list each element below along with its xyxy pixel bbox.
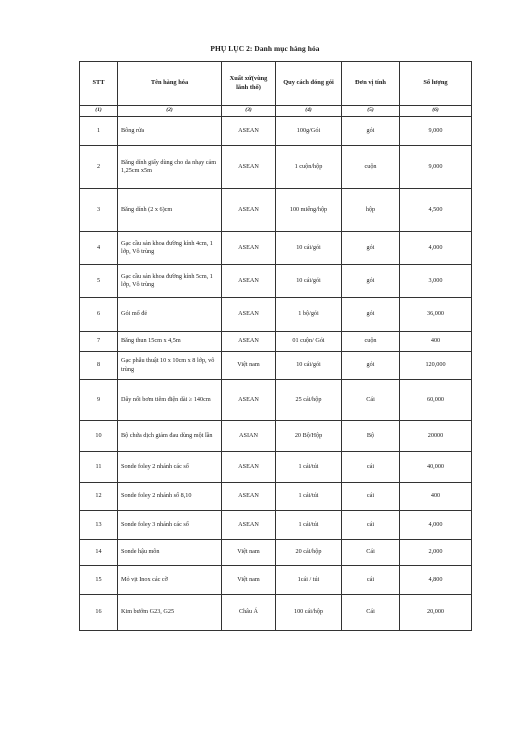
cell-origin: Việt nam xyxy=(222,352,276,380)
cell-stt: 9 xyxy=(80,380,118,421)
header-row xyxy=(80,62,472,106)
page-title: PHỤ LỤC 2: Danh mục hàng hóa xyxy=(210,44,320,53)
cell-stt: 6 xyxy=(80,298,118,332)
table-row xyxy=(80,189,472,232)
cell-quantity: 40,000 xyxy=(400,452,472,483)
column-number: (5) xyxy=(342,106,400,117)
cell-origin: ASEAN xyxy=(222,117,276,146)
cell-unit: cái xyxy=(342,483,400,511)
table-row xyxy=(80,332,472,352)
cell-name: Gạc phẫu thuật 10 x 10cm x 8 lớp, vô trùng xyxy=(118,352,222,380)
cell-stt: 7 xyxy=(80,332,118,352)
cell-origin: Việt nam xyxy=(222,540,276,566)
cell-quantity: 9,000 xyxy=(400,117,472,146)
table-row xyxy=(80,511,472,540)
cell-origin: ASEAN xyxy=(222,189,276,232)
cell-name: Bộ chứa dịch giảm đau dùng một lần xyxy=(118,421,222,452)
cell-unit: Bộ xyxy=(342,421,400,452)
cell-quantity: 4,800 xyxy=(400,566,472,595)
cell-quantity: 3,000 xyxy=(400,265,472,298)
cell-packing: 10 cái/gói xyxy=(276,232,342,265)
cell-name: Sonde foley 3 nhánh các số xyxy=(118,511,222,540)
goods-table xyxy=(79,61,472,631)
table-row xyxy=(80,298,472,332)
column-number: (2) xyxy=(118,106,222,117)
table-row xyxy=(80,352,472,380)
cell-name: Băng dính (2 x 6)cm xyxy=(118,189,222,232)
cell-origin: ASEAN xyxy=(222,146,276,189)
cell-quantity: 20000 xyxy=(400,421,472,452)
cell-origin: ASEAN xyxy=(222,380,276,421)
cell-quantity: 400 xyxy=(400,483,472,511)
cell-name: Sonde foley 2 nhánh số 8,10 xyxy=(118,483,222,511)
cell-stt: 8 xyxy=(80,352,118,380)
column-number: (1) xyxy=(80,106,118,117)
cell-packing: 1 cuộn/hộp xyxy=(276,146,342,189)
cell-origin: ASEAN xyxy=(222,452,276,483)
cell-stt: 4 xyxy=(80,232,118,265)
cell-name: Gói mổ đẻ xyxy=(118,298,222,332)
cell-quantity: 2,000 xyxy=(400,540,472,566)
table-row xyxy=(80,452,472,483)
cell-stt: 10 xyxy=(80,421,118,452)
table-row xyxy=(80,117,472,146)
cell-packing: 1 cái/túi xyxy=(276,511,342,540)
cell-quantity: 4,000 xyxy=(400,232,472,265)
cell-unit: gói xyxy=(342,265,400,298)
cell-stt: 14 xyxy=(80,540,118,566)
table-row xyxy=(80,421,472,452)
cell-packing: 1 bộ/gói xyxy=(276,298,342,332)
cell-name: Dây nối bơm tiêm điện dài ≥ 140cm xyxy=(118,380,222,421)
table-row xyxy=(80,566,472,595)
cell-name: Gạc cầu sản khoa đường kính 4cm, 1 lớp, Vô trùng xyxy=(118,232,222,265)
cell-origin: Châu Á xyxy=(222,595,276,631)
cell-origin: ASEAN xyxy=(222,483,276,511)
cell-name: Gạc cầu sản khoa đường kính 5cm, 1 lớp, Vô trùng xyxy=(118,265,222,298)
cell-stt: 5 xyxy=(80,265,118,298)
column-number: (3) xyxy=(222,106,276,117)
cell-stt: 11 xyxy=(80,452,118,483)
cell-origin: ASIAN xyxy=(222,421,276,452)
cell-unit: cái xyxy=(342,452,400,483)
cell-packing: 10 cái/gói xyxy=(276,265,342,298)
cell-unit: cái xyxy=(342,566,400,595)
table-row xyxy=(80,232,472,265)
cell-packing: 10 cái/gói xyxy=(276,352,342,380)
cell-packing: 1 cái/túi xyxy=(276,483,342,511)
col-header-unit: Đơn vị tính xyxy=(342,62,400,106)
cell-unit: Cái xyxy=(342,595,400,631)
cell-name: Sonde hậu môn xyxy=(118,540,222,566)
cell-name: Sonde foley 2 nhánh các số xyxy=(118,452,222,483)
cell-unit: cuộn xyxy=(342,146,400,189)
cell-packing: 1 cái/túi xyxy=(276,452,342,483)
cell-stt: 1 xyxy=(80,117,118,146)
column-number-row xyxy=(80,106,472,117)
cell-packing: 25 cái/hộp xyxy=(276,380,342,421)
cell-origin: ASEAN xyxy=(222,265,276,298)
cell-unit: gói xyxy=(342,352,400,380)
table-row xyxy=(80,595,472,631)
cell-unit: Cái xyxy=(342,540,400,566)
cell-name: Băng dính giấy dùng cho da nhạy cảm 1,25cm x5m xyxy=(118,146,222,189)
col-header-origin: Xuất xứ(vùng lãnh thổ) xyxy=(222,62,276,106)
cell-origin: ASEAN xyxy=(222,332,276,352)
cell-quantity: 60,000 xyxy=(400,380,472,421)
table-row xyxy=(80,540,472,566)
cell-unit: gói xyxy=(342,298,400,332)
cell-quantity: 36,000 xyxy=(400,298,472,332)
cell-packing: 100 miếng/hộp xyxy=(276,189,342,232)
table-row xyxy=(80,380,472,421)
col-header-name: Tên hàng hóa xyxy=(118,62,222,106)
cell-quantity: 20,000 xyxy=(400,595,472,631)
cell-origin: ASEAN xyxy=(222,511,276,540)
cell-quantity: 4,000 xyxy=(400,511,472,540)
cell-name: Bông rửa xyxy=(118,117,222,146)
table-row xyxy=(80,265,472,298)
col-header-packing: Quy cách đóng gói xyxy=(276,62,342,106)
cell-origin: Việt nam xyxy=(222,566,276,595)
cell-stt: 2 xyxy=(80,146,118,189)
cell-packing: 100g/Gói xyxy=(276,117,342,146)
column-number: (6) xyxy=(400,106,472,117)
cell-packing: 20 cái/hộp xyxy=(276,540,342,566)
cell-unit: Cái xyxy=(342,380,400,421)
cell-quantity: 120,000 xyxy=(400,352,472,380)
cell-name: Kim bướm G23, G25 xyxy=(118,595,222,631)
cell-unit: cuộn xyxy=(342,332,400,352)
cell-unit: cái xyxy=(342,511,400,540)
cell-stt: 13 xyxy=(80,511,118,540)
cell-quantity: 4,500 xyxy=(400,189,472,232)
cell-name: Băng thun 15cm x 4,5m xyxy=(118,332,222,352)
column-number: (4) xyxy=(276,106,342,117)
cell-packing: 100 cái/hộp xyxy=(276,595,342,631)
cell-stt: 15 xyxy=(80,566,118,595)
cell-unit: gói xyxy=(342,232,400,265)
col-header-quantity: Số lượng xyxy=(400,62,472,106)
cell-unit: hộp xyxy=(342,189,400,232)
cell-packing: 1cái / túi xyxy=(276,566,342,595)
cell-unit: gói xyxy=(342,117,400,146)
cell-stt: 3 xyxy=(80,189,118,232)
cell-stt: 16 xyxy=(80,595,118,631)
cell-origin: ASEAN xyxy=(222,298,276,332)
cell-quantity: 400 xyxy=(400,332,472,352)
table-row xyxy=(80,146,472,189)
cell-packing: 20 Bộ/Hộp xyxy=(276,421,342,452)
col-header-stt: STT xyxy=(80,62,118,106)
table-body xyxy=(80,117,472,631)
cell-quantity: 9,000 xyxy=(400,146,472,189)
cell-packing: 01 cuộn/ Gói xyxy=(276,332,342,352)
cell-stt: 12 xyxy=(80,483,118,511)
cell-origin: ASEAN xyxy=(222,232,276,265)
cell-name: Mỏ vịt Inox các cỡ xyxy=(118,566,222,595)
table-row xyxy=(80,483,472,511)
